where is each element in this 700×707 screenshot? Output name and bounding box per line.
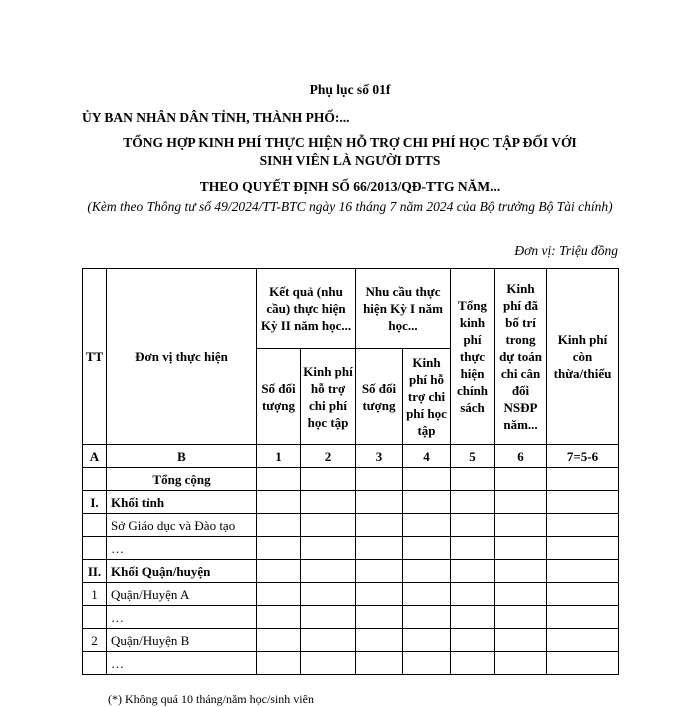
- code-cell: B: [107, 445, 257, 468]
- header-group-ky2: Kết quả (nhu cầu) thực hiện Kỳ II năm học...: [257, 269, 356, 349]
- table-row: [83, 652, 619, 675]
- table-row: [83, 468, 619, 491]
- column-code-row: [83, 445, 619, 468]
- row-name: Quận/Huyện B: [107, 629, 257, 652]
- document-title: [0, 134, 700, 170]
- table-row: [83, 629, 619, 652]
- row-name: Khối tỉnh: [107, 491, 257, 514]
- funding-table: [82, 268, 619, 675]
- document-subtitle: (Kèm theo Thông tư số 49/2024/TT-BTC ngày 16 tháng 7 năm 2024 của Bộ trưởng Bộ Tài chính): [87, 199, 613, 214]
- code-cell: 4: [403, 445, 451, 468]
- row-name: …: [107, 652, 257, 675]
- row-name: …: [107, 537, 257, 560]
- row-tt: [83, 514, 107, 537]
- row-name: …: [107, 606, 257, 629]
- header-unit: Đơn vị thực hiện: [107, 269, 257, 445]
- code-cell: 3: [356, 445, 403, 468]
- row-tt: 2: [83, 629, 107, 652]
- code-cell: 5: [451, 445, 495, 468]
- table-row: [83, 514, 619, 537]
- subheader-count-ky2: Số đối tượng: [257, 349, 301, 445]
- subheader-count-ky1: Số đối tượng: [356, 349, 403, 445]
- row-tt: I.: [83, 491, 107, 514]
- table-row: [83, 560, 619, 583]
- code-cell: 1: [257, 445, 301, 468]
- table-row: [83, 491, 619, 514]
- currency-unit: Đơn vị: Triệu đồng: [514, 243, 618, 258]
- row-tt: [83, 468, 107, 491]
- title-line-1: TỔNG HỢP KINH PHÍ THỰC HIỆN HỖ TRỢ CHI PHÍ HỌC TẬP ĐỐI VỚI: [123, 135, 577, 150]
- code-cell: A: [83, 445, 107, 468]
- title-line-3: THEO QUYẾT ĐỊNH SỐ 66/2013/QĐ-TTG NĂM...: [199, 179, 501, 194]
- subheader-support-ky2: Kinh phí hỗ trợ chi phí học tập: [301, 349, 356, 445]
- row-tt: II.: [83, 560, 107, 583]
- row-name: Tổng cộng: [107, 468, 257, 491]
- code-cell: 6: [495, 445, 547, 468]
- table-row: [83, 537, 619, 560]
- code-cell: 2: [301, 445, 356, 468]
- table-row: [83, 583, 619, 606]
- row-tt: [83, 606, 107, 629]
- row-name: Sở Giáo dục và Đào tạo: [107, 514, 257, 537]
- header-total: Tổng kinh phí thực hiện chính sách: [451, 269, 495, 445]
- header-group-ky1: Nhu cầu thực hiện Kỳ I năm học...: [356, 269, 451, 349]
- header-remaining: Kinh phí còn thừa/thiếu: [547, 269, 619, 445]
- row-name: Quận/Huyện A: [107, 583, 257, 606]
- header-allocated: Kinh phí đã bố trí trong dự toán chi cân đối NSĐP năm...: [495, 269, 547, 445]
- row-tt: [83, 537, 107, 560]
- table-header-row: [83, 269, 619, 349]
- code-cell: 7=5-6: [547, 445, 619, 468]
- row-tt: [83, 652, 107, 675]
- row-name: Khối Quận/huyện: [107, 560, 257, 583]
- footnote: (*) Không quá 10 tháng/năm học/sinh viên: [108, 692, 314, 706]
- committee-name: ỦY BAN NHÂN DÂN TỈNH, THÀNH PHỐ:...: [82, 110, 350, 125]
- header-tt: TT: [83, 269, 107, 445]
- subheader-support-ky1: Kinh phí hỗ trợ chi phí học tập: [403, 349, 451, 445]
- table-row: [83, 606, 619, 629]
- title-line-2: SINH VIÊN LÀ NGƯỜI DTTS: [259, 153, 441, 168]
- row-tt: 1: [83, 583, 107, 606]
- appendix-label: Phụ lục số 01f: [309, 82, 391, 97]
